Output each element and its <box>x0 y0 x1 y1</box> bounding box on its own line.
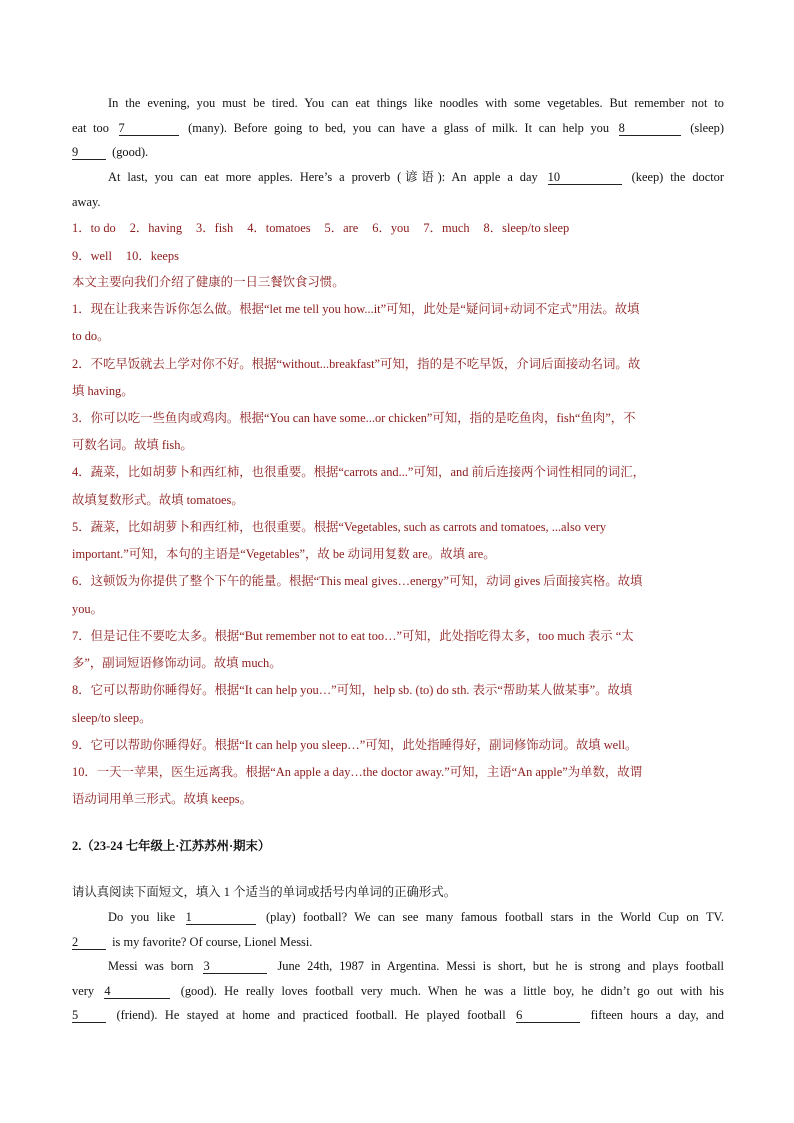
explanation-line: 多”，副词短语修饰动词。故填 much。 <box>72 656 282 670</box>
blank-8: 8 <box>619 121 681 136</box>
explanation-line: 2．不吃早饭就去上学对你不好。根据“without...breakfast”可知，指的是不吃早饭，介词后面接动名词。故 <box>72 357 641 371</box>
explanation-line: 1．现在让我来告诉你怎么做。根据“let me tell you how...it”可知，此处是“疑问词+动词不定式”用法。故填 <box>72 302 640 316</box>
passage-line <box>72 1007 724 1023</box>
answer-item: 5．are <box>324 221 359 235</box>
passage-text: away. <box>72 195 101 209</box>
answer-item: 1．to do <box>72 221 116 235</box>
passage-text: very <box>72 984 95 998</box>
explanation-line: 语动词用单三形式。故填 keeps。 <box>72 792 252 806</box>
passage-line <box>72 144 724 160</box>
passage-text: (play) football? We can see many famous football stars in the World Cup on TV. <box>266 910 724 924</box>
answer-item: 2．having <box>129 221 183 235</box>
blank-5: 5 <box>72 1008 106 1023</box>
answer-item: 7．much <box>423 221 470 235</box>
explanation-line: 6．这顿饭为你提供了整个下午的能量。根据“This meal gives…energy”可知，动词 gives 后面接宾格。故填 <box>72 574 643 588</box>
answer-item: 3．fish <box>196 221 234 235</box>
passage-text: is my favorite? Of course, Lionel Messi. <box>112 935 313 949</box>
explanation-line: 10．一天一苹果，医生远离我。根据“An apple a day…the doctor away.”可知，主语“An apple”为单数，故谓 <box>72 765 643 779</box>
passage-text: Do you like <box>108 910 176 924</box>
blank-3: 3 <box>203 959 267 974</box>
passage-text: (good). He really loves football very much. When he was a little boy, he didn’t go out with his <box>180 984 724 998</box>
explanation-line: 7．但是记住不要吃太多。根据“But remember not to eat too…”可知，此处指吃得太多，too much 表示 “太 <box>72 629 634 643</box>
answer-row <box>72 220 724 236</box>
passage-line <box>72 120 724 136</box>
question-heading: 2.（23-24 七年级上·江苏苏州·期末） <box>72 839 271 853</box>
blank-1: 1 <box>186 910 256 925</box>
passage-text: (many). Before going to bed, you can have a glass of milk. It can help you <box>188 121 610 135</box>
explanation-line: 8．它可以帮助你睡得好。根据“It can help you…”可知，help sb. (to) do sth. 表示“帮助某人做某事”。故填 <box>72 683 633 697</box>
summary-text: 本文主要向我们介绍了健康的一日三餐饮食习惯。 <box>72 275 345 289</box>
passage-line <box>108 95 724 111</box>
passage-text: In the evening, you must be tired. You can eat things like noodles with some vegetables. But remember not to <box>108 96 724 110</box>
passage-text: June 24th, 1987 in Argentina. Messi is short, but he is strong and plays football <box>277 959 724 973</box>
passage-text: fifteen hours a day, and <box>590 1008 724 1022</box>
passage-text: (sleep) <box>690 121 724 135</box>
passage-text: (keep) the doctor <box>631 170 724 184</box>
passage-line <box>72 983 724 999</box>
passage-text: eat too <box>72 121 109 135</box>
passage-text: Messi was born <box>108 959 194 973</box>
blank-10: 10 <box>548 170 622 185</box>
answer-row <box>72 248 724 264</box>
question-instruction: 请认真阅读下面短文，填入 1 个适当的单词或括号内单词的正确形式。 <box>72 885 457 899</box>
blank-6: 6 <box>516 1008 580 1023</box>
passage-text: At last, you can eat more apples. Here’s a proverb (谚语): An apple a day <box>108 170 538 184</box>
explanation-line: important.”可知，本句的主语是“Vegetables”，故 be 动词用复数 are。故填 are。 <box>72 547 496 561</box>
explanation-line: 3．你可以吃一些鱼肉或鸡肉。根据“You can have some...or chicken”可知，指的是吃鱼肉，fish“鱼肉”，不 <box>72 411 636 425</box>
blank-2: 2 <box>72 935 106 950</box>
passage-line <box>72 194 724 210</box>
explanation-line: you。 <box>72 602 103 616</box>
blank-7: 7 <box>119 121 179 136</box>
passage-line <box>108 909 724 925</box>
explanation-line: 可数名词。故填 fish。 <box>72 438 193 452</box>
explanation-line: 4．蔬菜，比如胡萝卜和西红柿，也很重要。根据“carrots and...”可知，and 前后连接两个词性相同的词汇， <box>72 465 646 479</box>
answer-item: 6．you <box>372 221 410 235</box>
passage-text: (friend). He stayed at home and practiced football. He played football <box>116 1008 506 1022</box>
blank-4: 4 <box>104 984 170 999</box>
explanation-line: sleep/to sleep。 <box>72 711 152 725</box>
answer-item: 10．keeps <box>125 249 179 263</box>
explanation-line: to do。 <box>72 329 110 343</box>
passage-text: (good). <box>112 145 149 159</box>
answer-item: 4．tomatoes <box>247 221 311 235</box>
explanation-line: 故填复数形式。故填 tomatoes。 <box>72 493 244 507</box>
answer-item: 9．well <box>72 249 112 263</box>
passage-line <box>108 958 724 974</box>
passage-line <box>108 169 724 185</box>
explanation-line: 9．它可以帮助你睡得好。根据“It can help you sleep…”可知，此处指睡得好，副词修饰动词。故填 well。 <box>72 738 638 752</box>
blank-9: 9 <box>72 145 106 160</box>
explanation-line: 填 having。 <box>72 384 134 398</box>
answer-item: 8．sleep/to sleep <box>483 221 570 235</box>
passage-line <box>72 934 724 950</box>
explanation-line: 5．蔬菜，比如胡萝卜和西红柿，也很重要。根据“Vegetables, such as carrots and tomatoes, ...also very <box>72 520 607 534</box>
